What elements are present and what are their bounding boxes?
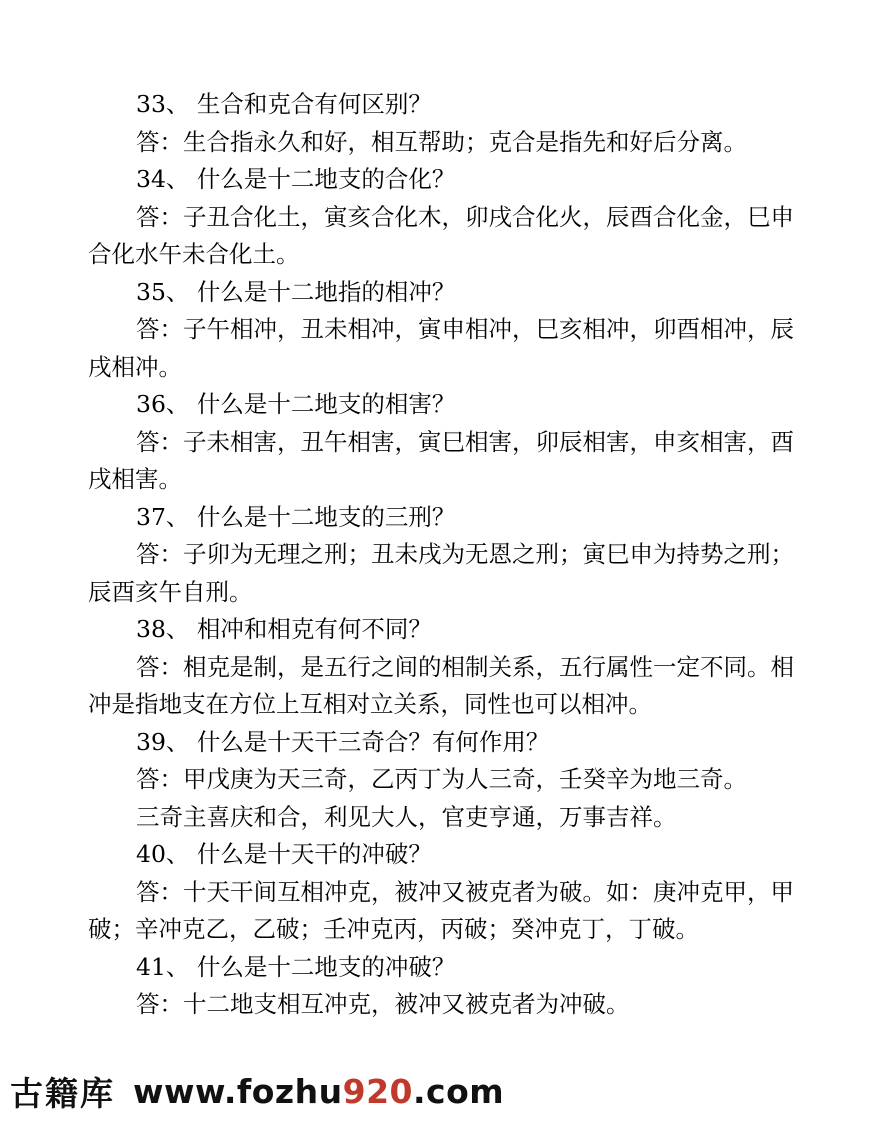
answer-36: 答：子未相害，丑午相害，寅巳相害，卯辰相害，申亥相害，酉戌相害。 — [88, 427, 794, 493]
question-36: 36、 什么是十二地支的相害？ — [136, 390, 456, 418]
question-40: 40、 什么是十天干的冲破？ — [136, 840, 432, 868]
watermark-url-suffix: .com — [413, 1071, 505, 1111]
question-41: 41、 什么是十二地支的冲破？ — [136, 952, 456, 981]
site-watermark — [10, 1066, 504, 1116]
answer-35: 答：子午相冲，丑未相冲，寅申相冲，巳亥相冲，卯酉相冲，辰戌相冲。 — [88, 315, 794, 381]
answer-39: 答：甲戊庚为天三奇，乙丙丁为人三奇，壬癸辛为地三奇。 — [136, 765, 747, 793]
question-35: 35、 什么是十二地指的相冲？ — [136, 277, 456, 306]
question-33: 33、 生合和克合有何区别？ — [136, 90, 432, 118]
qa-list — [88, 86, 813, 1024]
answer-37: 答：子卯为无理之刑；丑未戌为无恩之刑；寅巳申为持势之刑；辰酉亥午自刑。 — [88, 540, 794, 606]
answer-34: 答：子丑合化土，寅亥合化木，卯戌合化火，辰酉合化金，巳申合化水午未合化土。 — [88, 202, 794, 268]
answer-33: 答：生合指永久和好，相互帮助；克合是指先和好后分离。 — [136, 127, 747, 156]
watermark-url-prefix: www.fozhu — [133, 1071, 343, 1111]
question-38: 38、 相冲和相克有何不同？ — [136, 615, 432, 643]
answer-38: 答：相克是制，是五行之间的相制关系，五行属性一定不同。相冲是指地支在方位上互相对立关系，同性也可以相冲。 — [88, 652, 794, 718]
question-37: 37、 什么是十二地支的三刑？ — [136, 502, 456, 531]
answer-41: 答：十二地支相互冲克，被冲又被克者为冲破。 — [136, 990, 630, 1018]
answer-39-continued: 三奇主喜庆和合，利见大人，官吏亨通，万事吉祥。 — [136, 802, 677, 831]
answer-40: 答：十天干间互相冲克，被冲又被克者为破。如：庚冲克甲，甲破；辛冲克乙，乙破；壬冲克丙，丙破；癸冲克丁，丁破。 — [88, 877, 794, 943]
question-34: 34、 什么是十二地支的合化？ — [136, 165, 456, 193]
watermark-site-name: 古籍库 — [10, 1073, 115, 1113]
question-39: 39、 什么是十天干三奇合？有何作用？ — [136, 727, 550, 756]
watermark-url-number: 920 — [342, 1071, 413, 1111]
